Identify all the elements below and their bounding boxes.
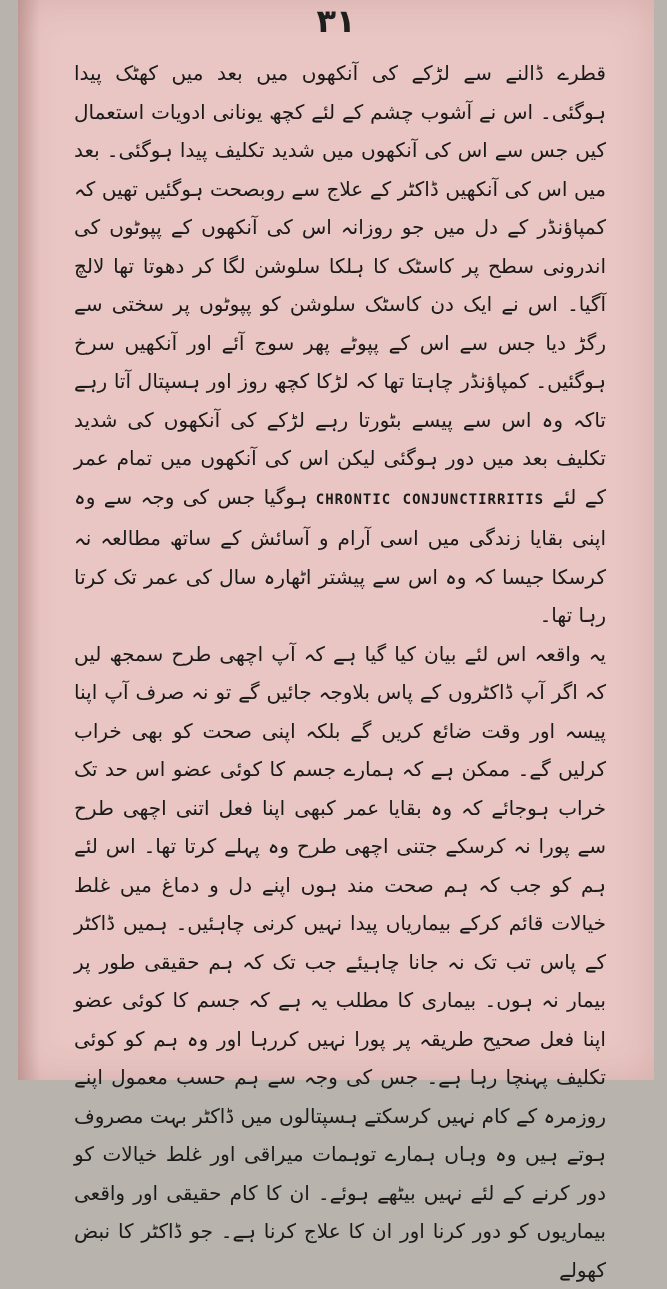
latin-medical-term: CHRONTIC CONJUNCTIRRITIS xyxy=(316,492,544,508)
paragraph-1 xyxy=(74,54,606,635)
page-body xyxy=(74,54,606,1289)
book-page xyxy=(18,0,654,1080)
paragraph-1-text-end: ہوگیا جس کی وجہ سے وہ اپنی بقایا زندگی میں اسی آرام و آسائش کے ساتھ مطالعہ نہ کرسکا جیسا کہ وہ اس سے پیشتر اٹھارہ سال کی عمر تک کرتا رہا تھا۔ xyxy=(74,485,606,628)
page-number: ۳۱ xyxy=(18,2,654,40)
paragraph-1-text-start: قطرے ڈالنے سے لڑکے کی آنکھوں میں بعد میں کھٹک پیدا ہوگئی۔ اس نے آشوب چشم کے لئے کچھ یونانی ادویات استعمال کیں جس سے اس کی آنکھوں میں شدید تکلیف پیدا ہوگئی۔ بعد میں اس کی آنکھیں ڈاکٹر کے علاج سے روبصحت ہوگئیں تھیں کہ کمپاؤنڈر کے دل میں جو روزانہ اس کی آنکھوں کے پپوٹوں کی اندرونی سطح پر کاسٹک کا ہلکا سلوشن لگا کر دھوتا تھا لالچ آگیا۔ اس نے ایک دن کاسٹک سلوشن کو پپوٹوں پر سختی سے رگڑ دیا جس سے اس کے پپوٹے پھر سوج آئے اور آنکھیں سرخ ہوگئیں۔ کمپاؤنڈر چاہتا تھا کہ لڑکا کچھ روز اور ہسپتال آتا رہے تاکہ وہ اس سے پیسے بٹورتا رہے لڑکے کی آنکھوں کی شدید تکلیف بعد میں دور ہوگئی لیکن اس کی آنکھوں میں تمام عمر کے لئے xyxy=(74,61,606,509)
paragraph-2: یہ واقعہ اس لئے بیان کیا گیا ہے کہ آپ اچھی طرح سمجھ لیں کہ اگر آپ ڈاکٹروں کے پاس بلاوجہ جائیں گے تو نہ صرف آپ اپنا پیسہ اور وقت ضائع کریں گے بلکہ اپنی صحت کو بھی خراب کرلیں گے۔ ممکن ہے کہ ہمارے جسم کا کوئی عضو اس حد تک خراب ہوجائے کہ وہ بقایا عمر کبھی اپنا فعل اتنی اچھی طرح سے پورا نہ کرسکے جتنی اچھی طرح وہ پہلے کرتا تھا۔ اس لئے ہم کو جب کہ ہم صحت مند ہوں اپنے دل و دماغ میں غلط خیالات قائم کرکے بیماریاں پیدا نہیں کرنی چاہئیں۔ ہمیں ڈاکٹر کے پاس تب تک نہ جانا چاہیئے جب تک کہ ہم حقیقی طور پر بیمار نہ ہوں۔ بیماری کا مطلب یہ ہے کہ جسم کا کوئی عضو اپنا فعل صحیح طریقہ پر پورا نہیں کررہا اور وہ ہم کو کوئی تکلیف پہنچا رہا ہے۔ جس کی وجہ سے ہم حسب معمول اپنے روزمرہ کے کام نہیں کرسکتے ہسپتالوں میں ڈاکٹر بہت مصروف ہوتے ہیں وہ وہاں ہمارے توہمات میراقی اور غلط خیالات کو دور کرنے کے لئے نہیں بیٹھے ہوئے۔ ان کا کام حقیقی اور واقعی بیماریوں کو دور کرنا اور ان کا علاج کرنا ہے۔ جو ڈاکٹر کا نبض کھولے xyxy=(74,635,606,1289)
